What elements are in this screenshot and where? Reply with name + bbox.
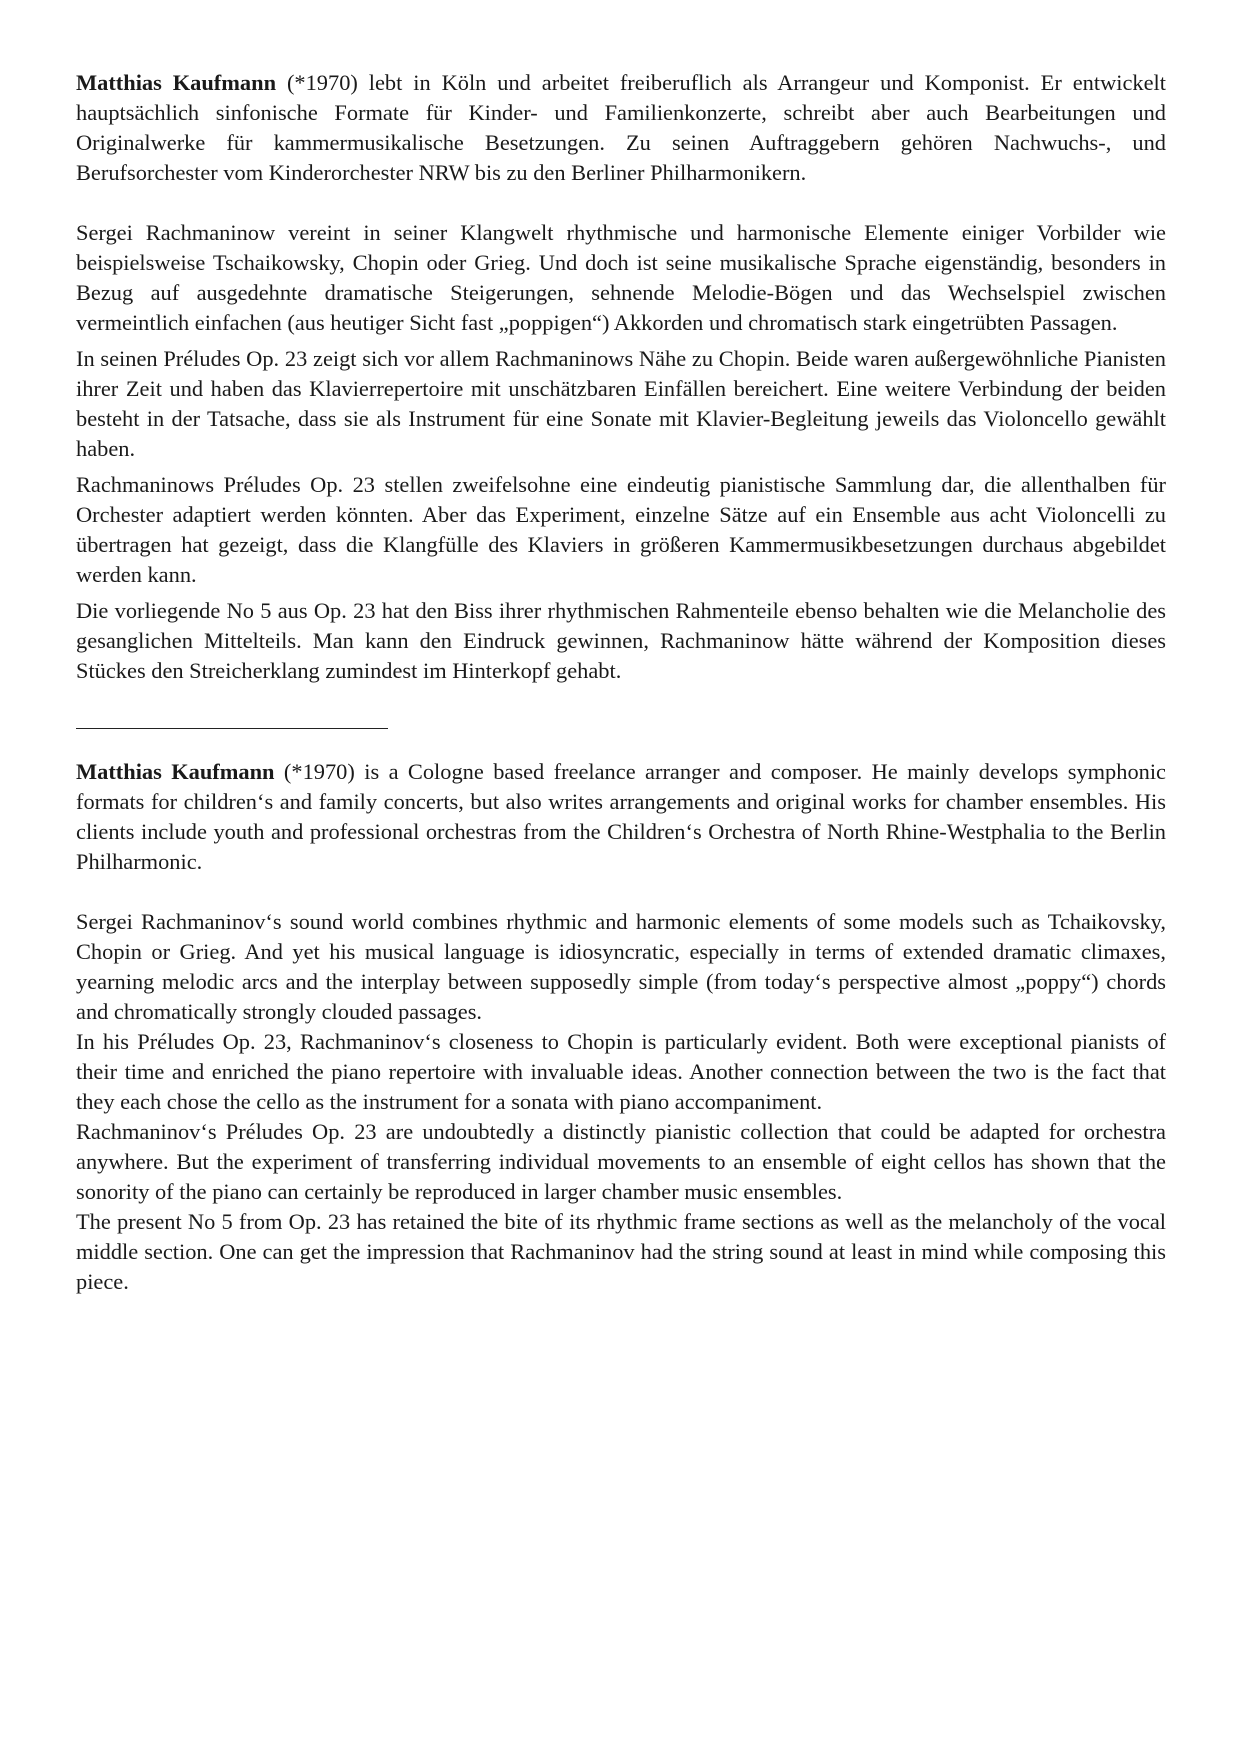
english-bio-text: (*1970) is a Cologne based freelance arranger and composer. He mainly develops symphonic formats for children‘s and family concerts, but also writes arrangements and original works for chamber ensembles. His clients include youth and professional orchestras from the Children‘s Orchestra of North Rhine-Westphalia to the Berlin Philharmonic. [76, 759, 1166, 874]
german-paragraph-3: Rachmaninows Préludes Op. 23 stellen zweifelsohne eine eindeutig pianistische Sammlung dar, die allenthalben für Orchester adaptiert werden könnten. Aber das Experiment, einzelne Sätze auf ein Ensemble aus acht Violoncelli zu übertragen hat gezeigt, dass die Klangfülle des Klaviers in größeren Kammermusikbesetzungen durchaus abgebildet werden kann. [76, 472, 1166, 587]
german-paragraph-1: Sergei Rachmaninow vereint in seiner Klangwelt rhythmische und harmonische Elemente einiger Vorbilder wie beispielsweise Tschaikowsky, Chopin oder Grieg. Und doch ist seine musikalische Sprache eigenständig, besonders in Bezug auf ausgedehnte dramatische Steigerungen, sehnende Melodie-Bögen und das Wechselspiel zwischen vermeintlich einfachen (aus heutiger Sicht fast „poppigen“) Akkorden und chromatisch stark eingetrübten Passagen. [76, 220, 1166, 335]
german-bio-text: (*1970) lebt in Köln und arbeitet freiberuflich als Arrangeur und Komponist. Er entwickelt hauptsächlich sinfonische Formate für Kinder- und Familienkonzerte, schreibt aber auch Bearbeitungen und Originalwerke für kammermusikalische Besetzungen. Zu seinen Auftraggebern gehören Nachwuchs-, und Berufsorchester vom Kinderorchester NRW bis zu den Berliner Philharmonikern. [76, 70, 1166, 185]
german-bio-name: Matthias Kaufmann [76, 70, 277, 95]
english-paragraph-4: The present No 5 from Op. 23 has retained the bite of its rhythmic frame sections as well as the melancholy of the vocal middle section. One can get the impression that Rachmaninov had the string sound at least in mind while composing this piece. [76, 1209, 1166, 1294]
english-paragraph-3: Rachmaninov‘s Préludes Op. 23 are undoubtedly a distinctly pianistic collection that could be adapted for orchestra anywhere. But the experiment of transferring individual movements to an ensemble of eight cellos has shown that the sonority of the piano can certainly be reproduced in larger chamber music ensembles. [76, 1119, 1166, 1204]
section-divider [76, 728, 388, 729]
german-paragraph-4: Die vorliegende No 5 aus Op. 23 hat den Biss ihrer rhythmischen Rahmenteile ebenso behalten wie die Melancholie des gesanglichen Mittelteils. Man kann den Eindruck gewinnen, Rachmaninow hätte während der Komposition dieses Stückes den Streicherklang zumindest im Hinterkopf gehabt. [76, 598, 1166, 683]
english-bio-name: Matthias Kaufmann [76, 759, 275, 784]
english-bio-paragraph [76, 757, 1166, 877]
german-section [76, 68, 1166, 686]
english-paragraph-1: Sergei Rachmaninov‘s sound world combines rhythmic and harmonic elements of some models such as Tchaikovsky, Chopin or Grieg. And yet his musical language is idiosyncratic, especially in terms of extended dramatic climaxes, yearning melodic arcs and the interplay between supposedly simple (from today‘s perspective almost „poppy“) chords and chromatically strongly clouded passages. [76, 909, 1166, 1024]
english-paragraph-2: In his Préludes Op. 23, Rachmaninov‘s closeness to Chopin is particularly evident. Both were exceptional pianists of their time and enriched the piano repertoire with invaluable ideas. Another connection between the two is the fact that they each chose the cello as the instrument for a sonata with piano accompaniment. [76, 1029, 1166, 1114]
german-bio-paragraph [76, 68, 1166, 188]
document-page [76, 68, 1166, 1297]
german-paragraph-2: In seinen Préludes Op. 23 zeigt sich vor allem Rachmaninows Nähe zu Chopin. Beide waren außergewöhnliche Pianisten ihrer Zeit und haben das Klavierrepertoire mit unschätzbaren Einfällen bereichert. Eine weitere Verbindung der beiden besteht in der Tatsache, dass sie als Instrument für eine Sonate mit Klavier-Begleitung jeweils das Violoncello gewählt haben. [76, 346, 1166, 461]
english-section [76, 757, 1166, 1297]
